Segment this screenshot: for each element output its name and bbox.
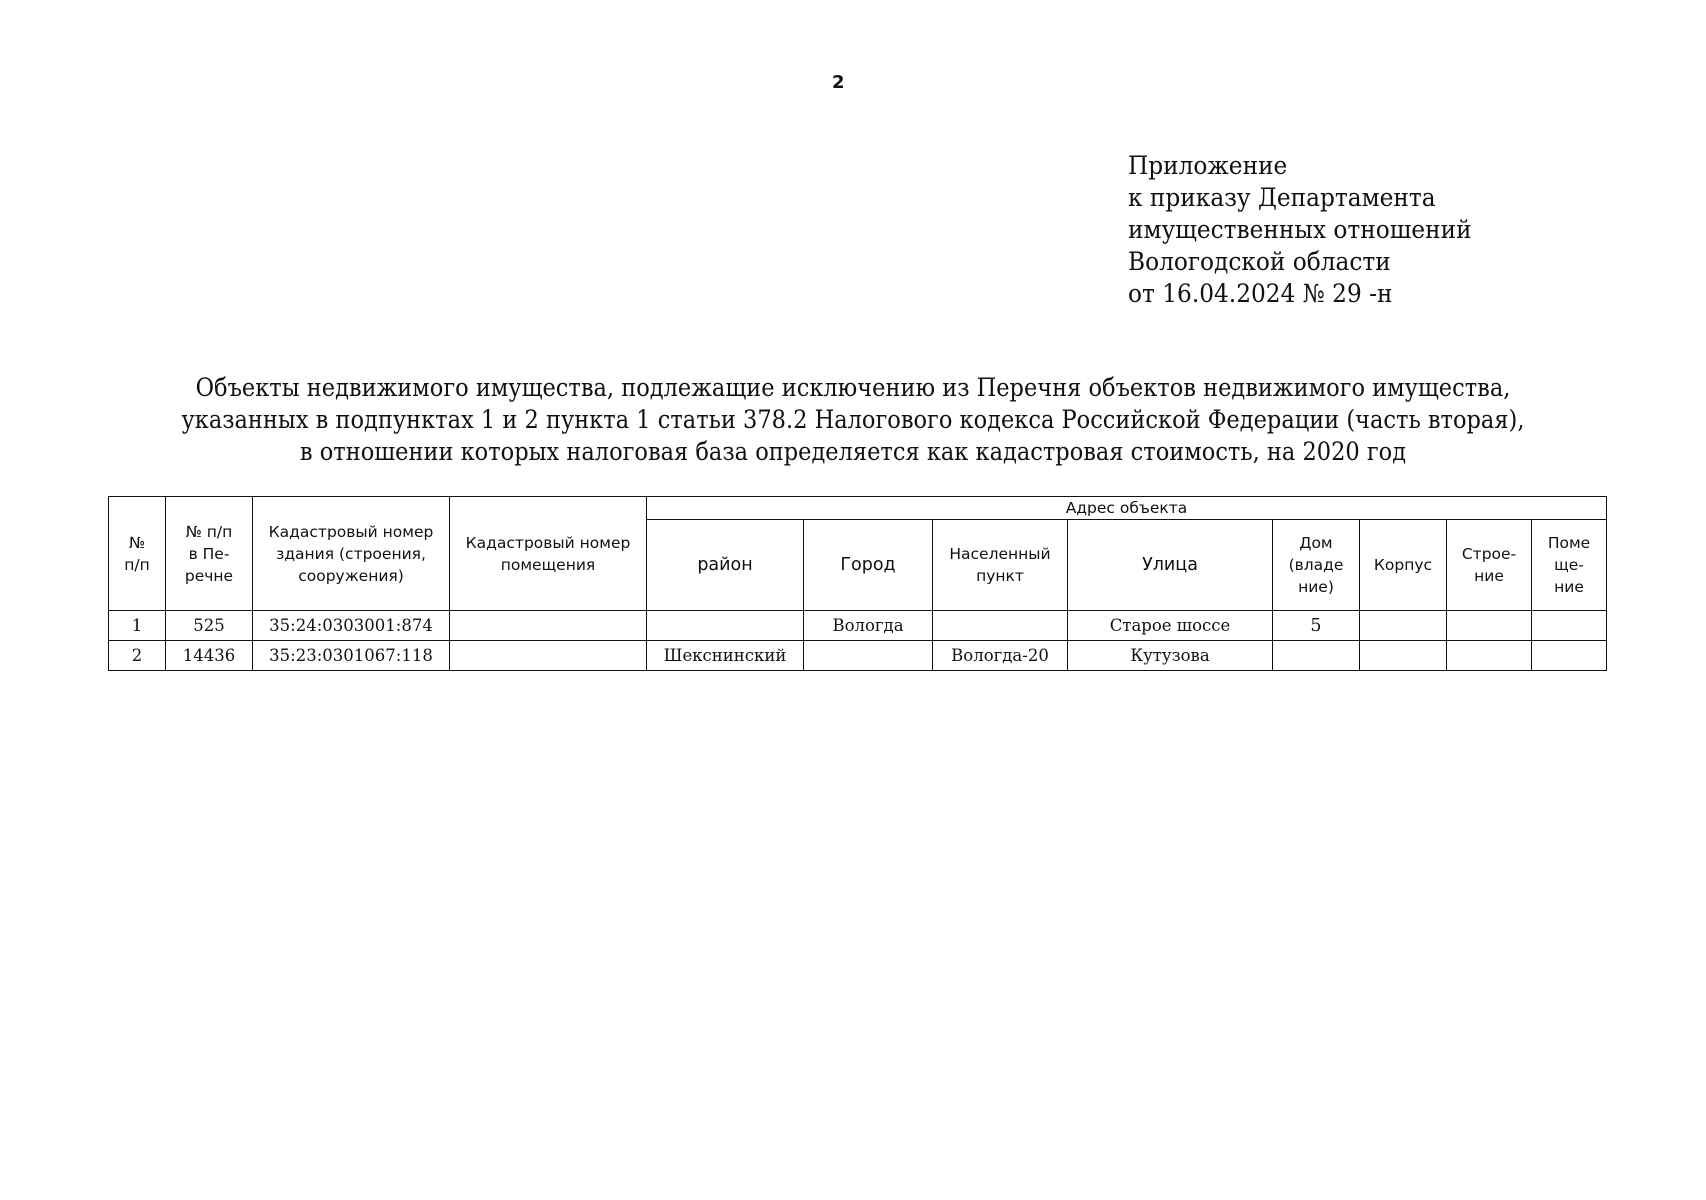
- cell-list-num: 14436: [166, 641, 253, 671]
- appendix-line: от 16.04.2024 № 29 -н: [1128, 279, 1393, 308]
- cell-building: [1447, 611, 1532, 641]
- cell-building: [1447, 641, 1532, 671]
- cell-city: Вологда: [804, 611, 933, 641]
- cell-num: 2: [109, 641, 166, 671]
- header-building-cadastral: Кадастровый номер здания (строения, сооружения): [253, 497, 450, 611]
- header-room-cadastral: Кадастровый номер помещения: [450, 497, 647, 611]
- title-line: указанных в подпунктах 1 и 2 пункта 1 статьи 378.2 Налогового кодекса Российской Федерации (часть вторая),: [181, 405, 1525, 434]
- cell-building-cadastral: 35:24:0303001:874: [253, 611, 450, 641]
- appendix-line: Приложение: [1128, 151, 1288, 180]
- header-building: Строе- ние: [1447, 520, 1532, 611]
- cell-room-cadastral: [450, 641, 647, 671]
- cell-district: [647, 611, 804, 641]
- header-address-group: Адрес объекта: [647, 497, 1607, 520]
- appendix-block: [1128, 150, 1472, 310]
- cell-room: [1532, 611, 1607, 641]
- header-settlement: Населенный пункт: [933, 520, 1068, 611]
- header-city: Город: [804, 520, 933, 611]
- cell-block: [1360, 641, 1447, 671]
- title-line: Объекты недвижимого имущества, подлежащие исключению из Перечня объектов недвижимого имущества,: [195, 373, 1511, 402]
- objects-table: [108, 496, 1607, 671]
- page-number: 2: [832, 72, 845, 93]
- header-num: № п/п: [109, 497, 166, 611]
- header-block: Корпус: [1360, 520, 1447, 611]
- cell-room: [1532, 641, 1607, 671]
- header-list-num: № п/п в Пе- речне: [166, 497, 253, 611]
- cell-house: 5: [1273, 611, 1360, 641]
- cell-street: Старое шоссе: [1068, 611, 1273, 641]
- header-street: Улица: [1068, 520, 1273, 611]
- header-house: Дом (владе ние): [1273, 520, 1360, 611]
- cell-room-cadastral: [450, 611, 647, 641]
- title-line: в отношении которых налоговая база определяется как кадастровая стоимость, на 2020 год: [299, 437, 1407, 466]
- document-title: [100, 372, 1606, 468]
- cell-building-cadastral: 35:23:0301067:118: [253, 641, 450, 671]
- cell-settlement: [933, 611, 1068, 641]
- cell-street: Кутузова: [1068, 641, 1273, 671]
- table-row: [109, 611, 1607, 641]
- appendix-line: к приказу Департамента: [1128, 183, 1436, 212]
- cell-house: [1273, 641, 1360, 671]
- cell-list-num: 525: [166, 611, 253, 641]
- cell-num: 1: [109, 611, 166, 641]
- header-district: район: [647, 520, 804, 611]
- table-row: [109, 641, 1607, 671]
- cell-district: Шекснинский: [647, 641, 804, 671]
- appendix-line: имущественных отношений: [1128, 215, 1472, 244]
- cell-settlement: Вологда-20: [933, 641, 1068, 671]
- cell-block: [1360, 611, 1447, 641]
- appendix-line: Вологодской области: [1128, 247, 1391, 276]
- header-room: Поме ще- ние: [1532, 520, 1607, 611]
- cell-city: [804, 641, 933, 671]
